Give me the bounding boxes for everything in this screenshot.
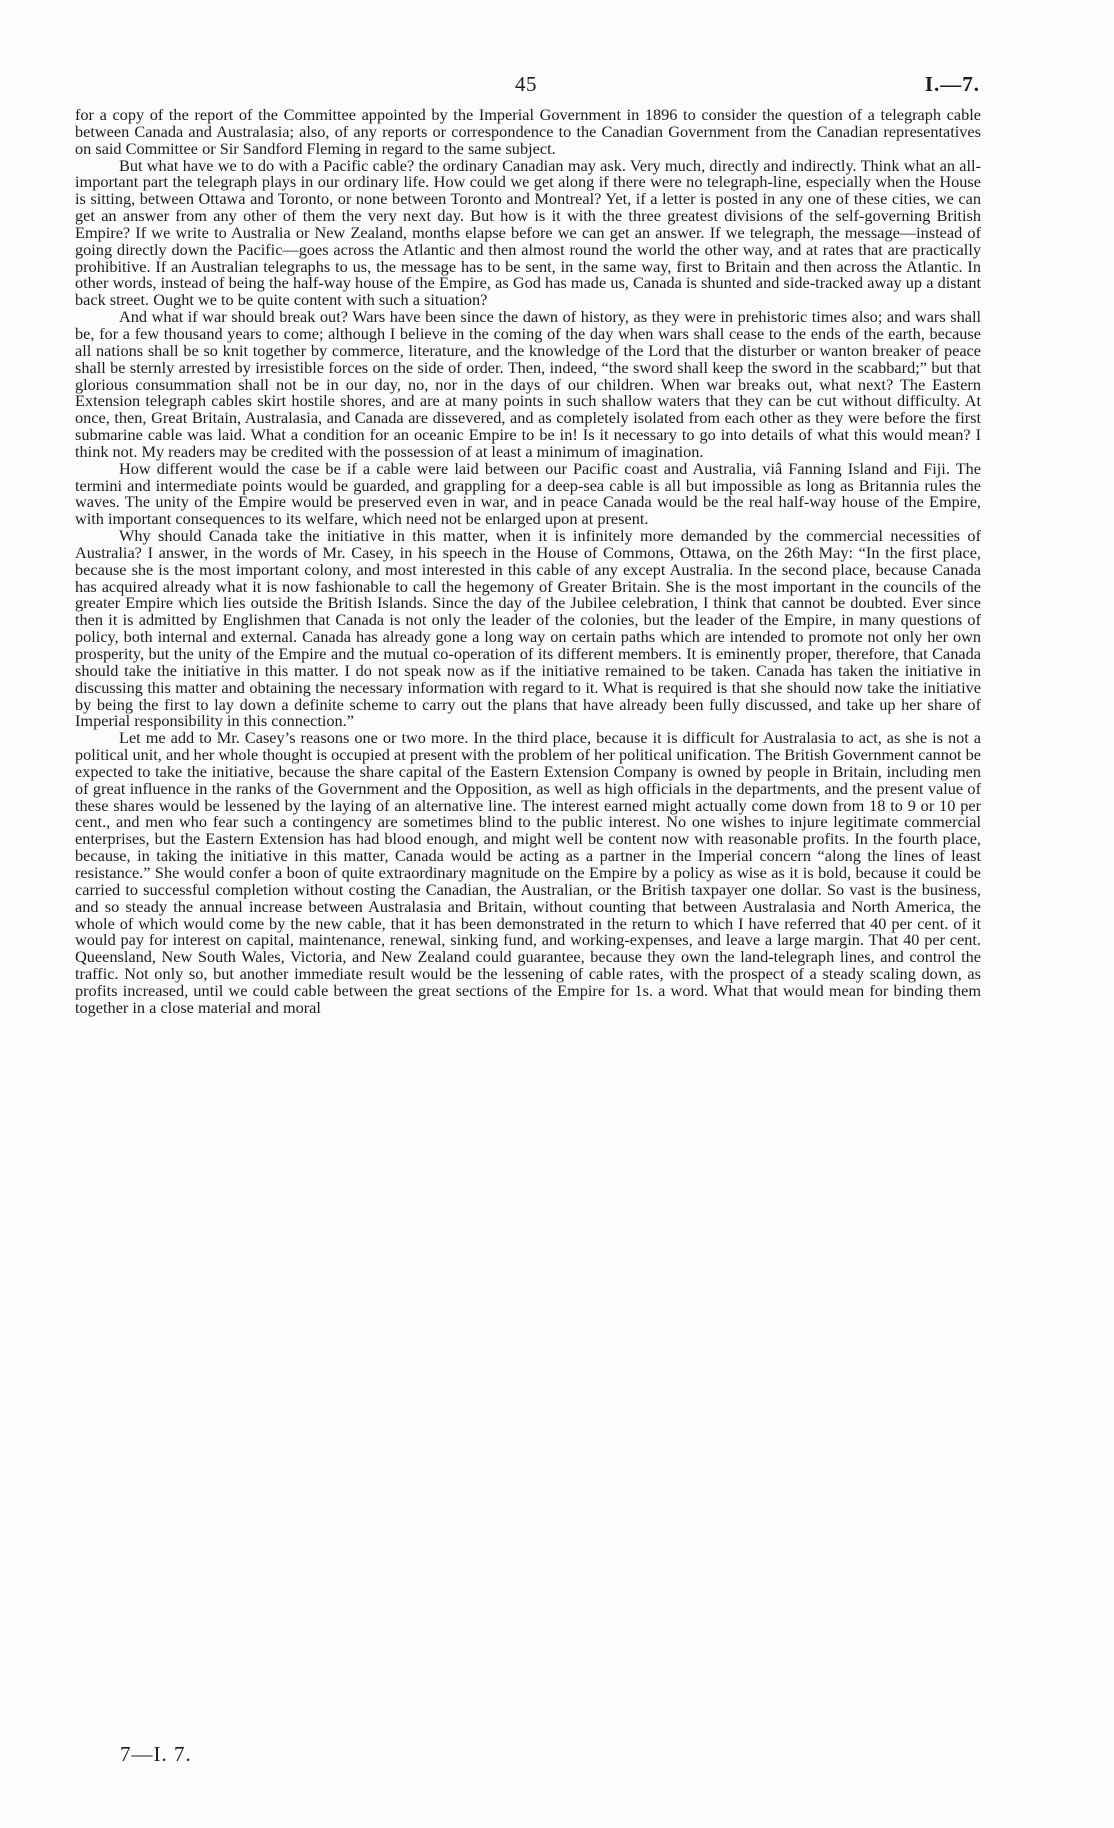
page-header	[72, 72, 980, 100]
paragraph-fanning-island: How different would the case be if a cable were laid between our Pacific coast and Australia, viâ Fanning Island and Fiji. The termini and intermediate points would be guarded, and grappling for a deep-sea cable is all but impossible as long as Britannia rules the waves. The unity of the Empire would be preserved even in war, and in peace Canada would be the real half-way house of the Empire, with important consequences to its welfare, which need not be enlarged upon at present.	[75, 458, 981, 529]
body-text	[75, 107, 981, 1017]
page-number: 45	[515, 72, 537, 96]
paragraph-casey-speech: Why should Canada take the initiative in this matter, when it is infinitely more demanded by the commercial necessities of Australia? I answer, in the words of Mr. Casey, in his speech in the House of Commons, Ottawa, on the 26th May: “In the first place, because she is the most important colony, and most interested in this cable of any except Australia. In the second place, because Canada has acquired already what it is now fashionable to call the hegemony of Greater Britain. She is the most important in the councils of the greater Empire which lies outside the British Islands. Since the day of the Jubilee celebration, I think that cannot be doubted. Ever since then it is admitted by Englishmen that Canada is not only the leader of the colonies, but the leader of the Empire, in many questions of policy, both internal and external. Canada has already gone a long way on certain paths which are intended to promote not only her own prosperity, but the unity of the Empire and the mutual co-operation of its different members. It is eminently proper, therefore, that Canada should take the initiative in this matter. I do not speak now as if the initiative remained to be taken. Canada has taken the initiative in discussing this matter and obtaining the necessary information with regard to it. What is required is that she should now take the initiative by being the first to lay down a definite scheme to carry out the plans that have already been fully discussed, and take up her share of Imperial responsibility in this connection.”	[75, 526, 981, 731]
paragraph-war: And what if war should break out? Wars have been since the dawn of history, as they were in prehistoric times also; and wars shall be, for a few thousand years to come; although I believe in the coming of the day when wars shall cease to the ends of the earth, because all nations shall be so knit together by commerce, literature, and the knowledge of the Lord that the disturber or wanton breaker of peace shall be sternly arrested by irresistible forces on the side of order. Then, indeed, “the sword shall keep the sword in the scabbard;” but that glorious consummation shall not be in our day, no, nor in the days of our children. When war breaks out, what next? The Eastern Extension telegraph cables skirt hostile shores, and are at many points in such shallow waters that they can be cut without difficulty. At once, then, Great Britain, Australasia, and Canada are dissevered, and as completely isolated from each other as they were before the first submarine cable was laid. What a condition for an oceanic Empire to be in! Is it necessary to go into details of what this would mean? I think not. My readers may be credited with the possession of at least a minimum of imagination.	[75, 307, 981, 461]
footer-signature: 7—I. 7.	[120, 1742, 192, 1766]
paragraph-pacific-cable: But what have we to do with a Pacific cable? the ordinary Canadian may ask. Very much, directly and indirectly. Think what an all-important part the telegraph plays in our ordinary life. How could we get along if there were no telegraph-line, especially when the House is sitting, between Ottawa and Toronto, or none between Toronto and Montreal? Yet, if a letter is posted in any one of these cities, we can get an answer from any other of them the very next day. But how is it with the three greatest divisions of the self-governing British Empire? If we write to Australia or New Zealand, months elapse before we can get an answer. If we telegraph, the message—instead of going directly down the Pacific—goes across the Atlantic and then almost round the world the other way, and at rates that are practically prohibitive. If an Australian telegraphs to us, the message has to be sent, in the same way, first to Britain and then across the Atlantic. In other words, instead of being the half-way house of the Empire, as God has made us, Canada is shunted and side-tracked away up a distant back street. Ought we to be quite content with such a situation?	[75, 155, 981, 310]
document-reference: I.—7.	[924, 72, 980, 96]
paragraph-continuation: for a copy of the report of the Committee appointed by the Imperial Government in 1896 to consider the question of a telegraph cable between Canada and Australasia; also, of any reports or correspondence to the Canadian Government from the Canadian representatives on said Committee or Sir Sandford Fleming in regard to the same subject.	[75, 105, 981, 158]
paragraph-additional-reasons: Let me add to Mr. Casey’s reasons one or two more. In the third place, because it is difficult for Australasia to act, as she is not a political unit, and her whole thought is occupied at present with the problem of her political unification. The British Government cannot be expected to take the initiative, because the share capital of the Eastern Extension Company is owned by people in Britain, including men of great influence in the ranks of the Government and the Opposition, as well as high officials in the departments, and the present value of these shares would be lessened by the laying of an alternative line. The interest earned might actually come down from 18 to 9 or 10 per cent., and men who fear such a contingency are sometimes blind to the public interest. No one wishes to injure legitimate commercial enterprises, but the Eastern Extension has had blood enough, and might well be content now with reasonable profits. In the fourth place, because, in taking the initiative in this matter, Canada would be acting as a partner in the Imperial concern “along the lines of least resistance.” She would confer a boon of quite extraordinary magnitude on the Empire by a policy as wise as it is bold, because it could be carried to successful completion without costing the Canadian, the Australian, or the British taxpayer one dollar. So vast is the business, and so steady the annual increase between Australasia and Britain, without counting that between Australasia and North America, the whole of which would come by the new cable, that it has been demonstrated in the return to which I have referred that 40 per cent. of it would pay for interest on capital, maintenance, renewal, sinking fund, and working-expenses, and leave a large margin. That 40 per cent. Queensland, New South Wales, Victoria, and New Zealand could guarantee, because they own the land-telegraph lines, and control the traffic. Not only so, but another immediate result would be the lessening of cable rates, with the prospect of a steady scaling down, as profits increased, until we could cable between the great sections of the Empire for 1s. a word. What that would mean for binding them together in a close material and moral	[75, 728, 981, 1017]
